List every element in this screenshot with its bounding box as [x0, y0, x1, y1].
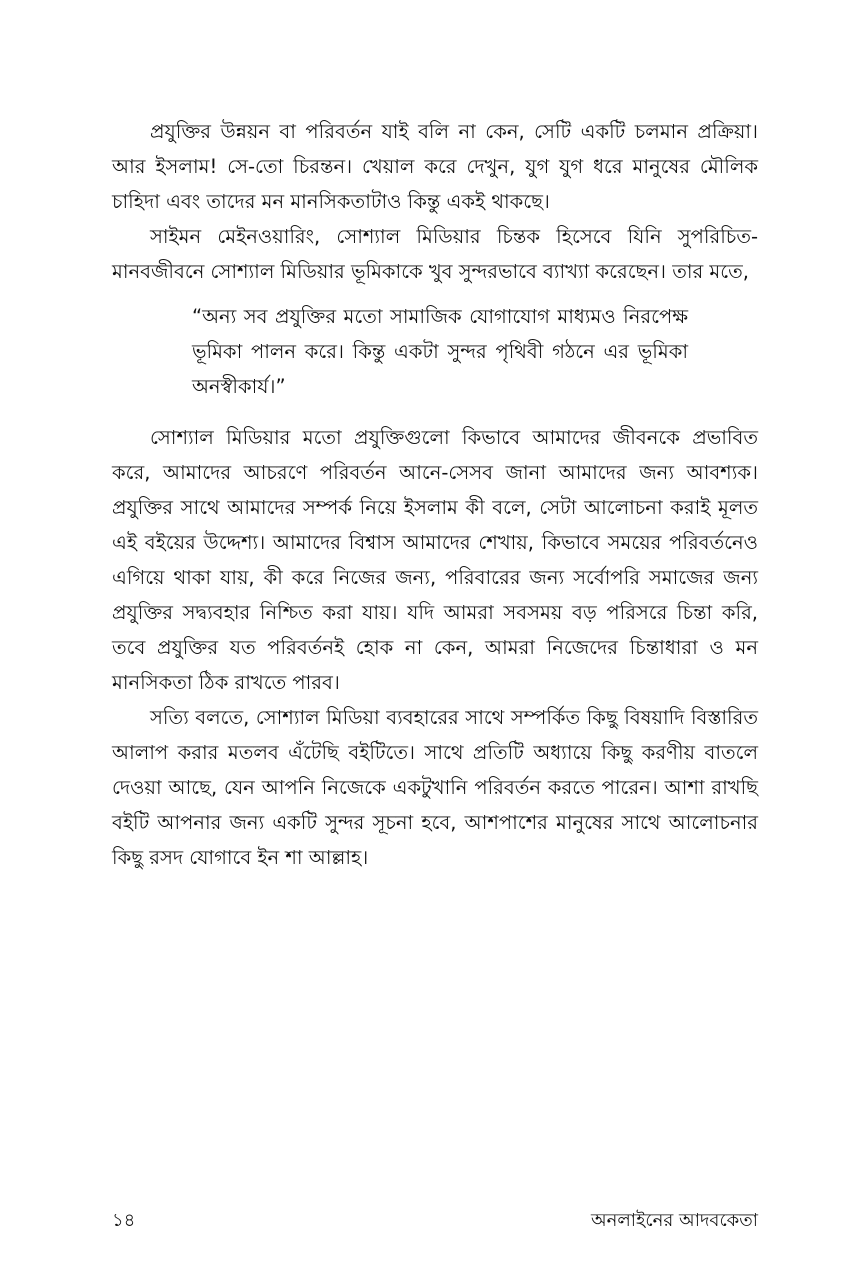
- paragraph-1: প্রযুক্তির উন্নয়ন বা পরিবর্তন যাই বলি না কেন, সেটি একটি চলমান প্রক্রিয়া। আর ইসলাম! সে-তো চিরন্তন। খেয়াল করে দেখুন, যুগ যুগ ধরে মানুষের মৌলিক চাহিদা এবং তাদের মন মানসিকতাটাও কিন্তু একই থাকছে।: [112, 120, 758, 213]
- page-body: [112, 114, 758, 875]
- block-quote: “অন্য সব প্রযুক্তির মতো সামাজিক যোগাযোগ মাধ্যমও নিরপেক্ষ ভূমিকা পালন করে। কিন্তু একটা সুন্দর পৃথিবী গঠনে এর ভূমিকা অনস্বীকার্য।”: [192, 305, 688, 398]
- paragraph-4: সত্যি বলতে, সোশ্যাল মিডিয়া ব্যবহারের সাথে সম্পর্কিত কিছু বিষয়াদি বিস্তারিত আলাপ করার মতলব এঁটেছি বইটিতে। সাথে প্রতিটি অধ্যায়ে কিছু করণীয় বাতলে দেওয়া আছে, যেন আপনি নিজেকে একটুখানি পরিবর্তন করতে পারেন। আশা রাখছি বইটি আপনার জন্য একটি সুন্দর সূচনা হবে, আশপাশের মানুষের সাথে আলোচনার কিছু রসদ যোগাবে ইন শা আল্লাহ।: [112, 706, 758, 869]
- page-number: ১৪: [112, 1210, 136, 1231]
- paragraph-3: সোশ্যাল মিডিয়ার মতো প্রযুক্তিগুলো কিভাবে আমাদের জীবনকে প্রভাবিত করে, আমাদের আচরণে পরিবর্তন আনে-সেসব জানা আমাদের জন্য আবশ্যক। প্রযুক্তির সাথে আমাদের সম্পর্ক নিয়ে ইসলাম কী বলে, সেটা আলোচনা করাই মূলত এই বইয়ের উদ্দেশ্য। আমাদের বিশ্বাস আমাদের শেখায়, কিভাবে সময়ের পরিবর্তনেও এগিয়ে থাকা যায়, কী করে নিজের জন্য, পরিবারের জন্য সর্বোপরি সমাজের জন্য প্রযুক্তির সদ্ব্যবহার নিশ্চিত করা যায়। যদি আমরা সবসময় বড় পরিসরে চিন্তা করি, তবে প্রযুক্তির যত পরিবর্তনই হোক না কেন, আমরা নিজেদের চিন্তাধারা ও মন মানসিকতা ঠিক রাখতে পারব।: [112, 426, 758, 694]
- paragraph-2: সাইমন মেইনওয়ারিং, সোশ্যাল মিডিয়ার চিন্তক হিসেবে যিনি সুপরিচিত- মানবজীবনে সোশ্যাল মিডিয়ার ভূমিকাকে খুব সুন্দরভাবে ব্যাখ্যা করেছেন। তার মতে,: [112, 225, 758, 283]
- running-footer-title: অনলাইনের আদবকেতা: [591, 1210, 758, 1231]
